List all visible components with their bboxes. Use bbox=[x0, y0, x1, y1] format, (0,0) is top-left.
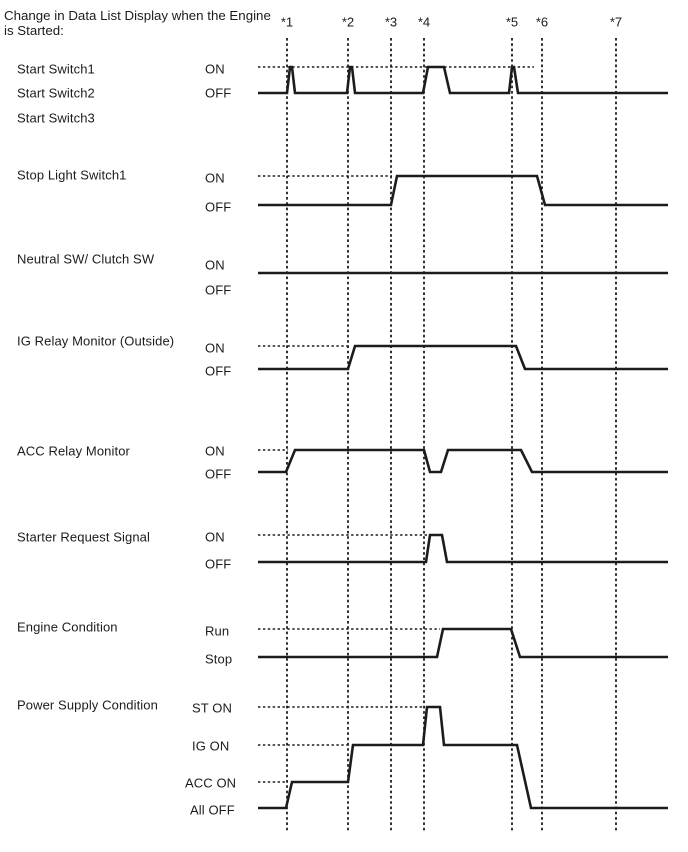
acc-relay-monitor-level-label: ON bbox=[205, 443, 225, 459]
time-marker-label: *3 bbox=[384, 14, 398, 30]
stop-light-switch-signal bbox=[258, 176, 668, 205]
engine-condition-label: Engine Condition bbox=[17, 619, 118, 635]
start-switch-level-label: OFF bbox=[205, 85, 232, 101]
neutral-clutch-switch-label: Neutral SW/ Clutch SW bbox=[17, 251, 155, 267]
power-supply-condition-signal bbox=[258, 707, 668, 808]
start-switch-label: Start Switch3 bbox=[17, 110, 95, 126]
diagram-title-line2: is Started: bbox=[4, 23, 64, 38]
power-supply-condition-level-label: IG ON bbox=[192, 738, 230, 754]
neutral-clutch-switch-level-label: OFF bbox=[205, 282, 232, 298]
starter-request-signal-label: Starter Request Signal bbox=[17, 529, 150, 545]
time-marker-label: *1 bbox=[280, 14, 294, 30]
starter-request-signal-level-label: OFF bbox=[205, 556, 232, 572]
start-switch-label: Start Switch2 bbox=[17, 85, 95, 101]
stop-light-switch-level-label: OFF bbox=[205, 199, 232, 215]
engine-condition-level-label: Run bbox=[205, 623, 230, 639]
start-switch-signal bbox=[258, 67, 668, 93]
power-supply-condition-level-label: ST ON bbox=[192, 700, 232, 716]
acc-relay-monitor-signal bbox=[258, 450, 668, 472]
start-switch-label: Start Switch1 bbox=[17, 61, 95, 77]
time-marker-label: *5 bbox=[505, 14, 519, 30]
neutral-clutch-switch-level-label: ON bbox=[205, 257, 225, 273]
stop-light-switch-label: Stop Light Switch1 bbox=[17, 167, 127, 183]
acc-relay-monitor-label: ACC Relay Monitor bbox=[17, 443, 130, 459]
stop-light-switch-level-label: ON bbox=[205, 170, 225, 186]
engine-condition-signal bbox=[258, 629, 668, 657]
time-marker-label: *4 bbox=[417, 14, 431, 30]
power-supply-condition-level-label: All OFF bbox=[190, 802, 235, 818]
ig-relay-monitor-level-label: OFF bbox=[205, 363, 232, 379]
power-supply-condition-level-label: ACC ON bbox=[185, 775, 237, 791]
diagram-title-line1: Change in Data List Display when the Engine bbox=[4, 8, 271, 23]
power-supply-condition-label: Power Supply Condition bbox=[17, 697, 158, 713]
time-marker-label: *6 bbox=[535, 14, 549, 30]
ig-relay-monitor-signal bbox=[258, 346, 668, 369]
acc-relay-monitor-level-label: OFF bbox=[205, 466, 232, 482]
start-switch-level-label: ON bbox=[205, 61, 225, 77]
starter-request-signal-signal bbox=[258, 535, 668, 562]
ig-relay-monitor-label: IG Relay Monitor (Outside) bbox=[17, 333, 175, 349]
ig-relay-monitor-level-label: ON bbox=[205, 340, 225, 356]
time-marker-label: *7 bbox=[609, 14, 623, 30]
engine-condition-level-label: Stop bbox=[205, 651, 233, 667]
starter-request-signal-level-label: ON bbox=[205, 529, 225, 545]
time-marker-label: *2 bbox=[341, 14, 355, 30]
